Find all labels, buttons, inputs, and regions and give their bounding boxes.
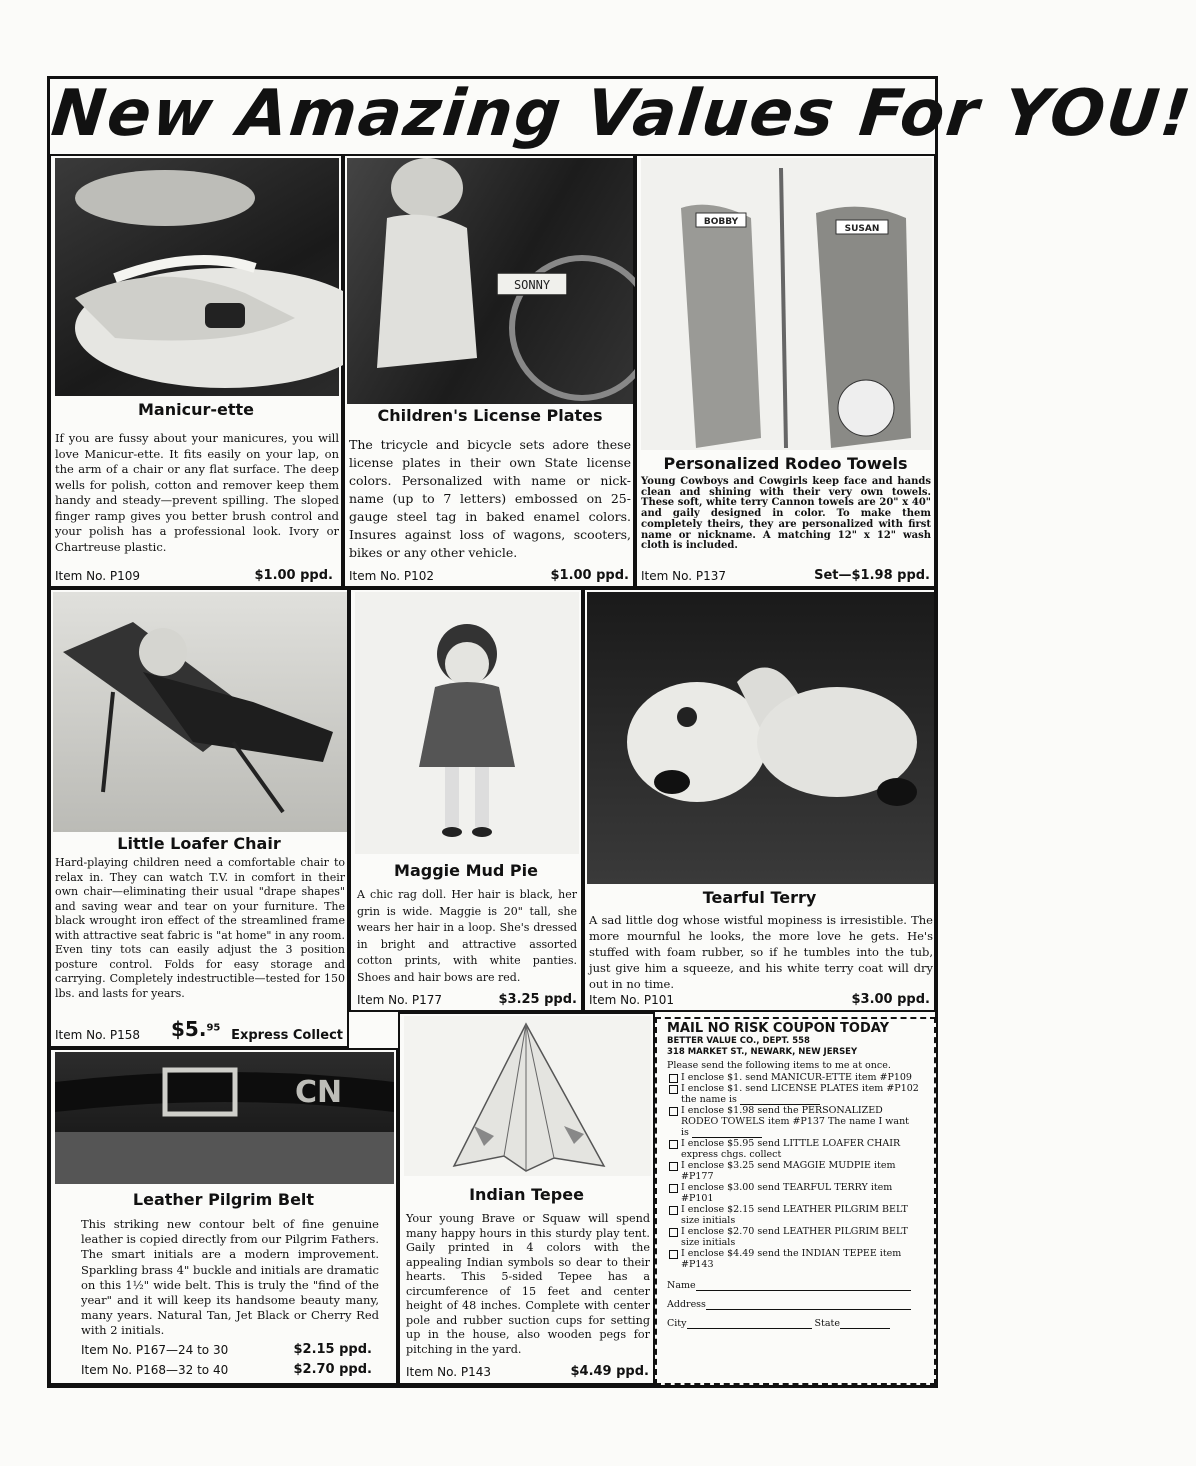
coupon-address: 318 MARKET ST., NEWARK, NEW JERSEY: [667, 1047, 858, 1057]
manicurette-title: Manicur-ette: [138, 400, 254, 419]
coupon-intro: Please send the following items to me at once.: [667, 1060, 891, 1071]
product-pilgrim-belt: [49, 1048, 398, 1385]
pilgrim-belt-photo: [55, 1052, 394, 1184]
checkbox-icon[interactable]: [669, 1107, 678, 1116]
pilgrim-belt-price-1: $2.15 ppd.: [293, 1342, 372, 1357]
rodeo-towels-title: Personalized Rodeo Towels: [663, 454, 908, 473]
pilgrim-belt-description: This striking new contour belt of fine genuine leather is copied directly from our Pilgrim Fathers. The smart initials are a modern improvement. Sparkling brass 4" buckle and initials are dramatic on this 1½" wide belt. This is truly the "find of the year" and it will keep its handsome beauty many, many years. Natural Tan, Jet Black or Cherry Red with 2 initials.: [81, 1217, 379, 1338]
rodeo-towels-description: Young Cowboys and Cowgirls keep face and hands clean and shining with their very own towels. These soft, white terry Cannon towels are 20" x 40" and gaily designed in color. To make them completely theirs, they are personalized with first name or nickname. A matching 12" x 12" wash cloth is included.: [641, 476, 931, 552]
checkbox-icon[interactable]: [669, 1184, 678, 1193]
manicurette-item-number: Item No. P109: [55, 569, 141, 583]
mail-coupon: [655, 1017, 936, 1385]
checkbox-icon[interactable]: [669, 1206, 678, 1215]
coupon-option-tearful-terry[interactable]: [669, 1182, 919, 1204]
tearful-terry-description: A sad little dog whose wistful mopiness is irresistible. The more mournful he looks, the more love he gets. He's stuffed with foam rubber, so if he tumbles into the tub, just give him a squeeze, and his white terry coat will dry out in no time.: [589, 913, 933, 991]
city-label: City: [667, 1317, 687, 1329]
rodeo-towels-price: Set—$1.98 ppd.: [814, 568, 930, 583]
coupon-name-field[interactable]: [667, 1280, 934, 1291]
address-label: Address: [667, 1298, 706, 1310]
towel-tag-right: SUSAN: [844, 224, 880, 234]
checkbox-icon[interactable]: [669, 1250, 678, 1259]
coupon-option-label: I enclose $3.25 send MAGGIE MUDPIE item #P177: [681, 1159, 896, 1182]
coupon-option-rodeo-towels[interactable]: [669, 1105, 919, 1138]
towel-tag-left: BOBBY: [703, 217, 739, 227]
state-label: State: [814, 1317, 840, 1329]
tearful-terry-title: Tearful Terry: [702, 888, 817, 907]
indian-tepee-photo: [404, 1016, 651, 1176]
checkbox-icon[interactable]: [669, 1162, 678, 1171]
product-manicurette: [49, 154, 343, 588]
coupon-city-field[interactable]: [667, 1318, 934, 1329]
pilgrim-belt-item-number-1: Item No. P167—24 to 30: [81, 1343, 229, 1357]
indian-tepee-description: Your young Brave or Squaw will spend many happy hours in this sturdy play tent. Gaily printed in 4 colors with the appealing Indian symbols so dear to their hearts. This 5-sided Tepee has a circumference of 15 feet and center height of 48 inches. Complete with center pole and rubber suction cups for setting up in the house, also wooden pegs for pitching in the yard.: [406, 1212, 650, 1356]
coupon-option-loafer-chair[interactable]: [669, 1138, 919, 1160]
maggie-doll-title: Maggie Mud Pie: [394, 861, 538, 880]
coupon-option-maggie-mudpie[interactable]: [669, 1160, 919, 1182]
loafer-chair-title: Little Loafer Chair: [117, 834, 281, 853]
checkbox-icon[interactable]: [669, 1140, 678, 1149]
svg-text:CN: CN: [295, 1075, 343, 1110]
manicurette-description: If you are fussy about your manicures, you will love Manicur-ette. It fits easily on your lap, on the arm of a chair or any flat surface. The deep wells for polish, cotton and remover keep them handy and steady—prevent spilling. The sloped finger ramp gives you better brush control and your polish has a professional look. Ivory or Chartreuse plastic.: [55, 431, 339, 554]
coupon-company: BETTER VALUE CO., DEPT. 558: [667, 1036, 810, 1046]
product-indian-tepee: [398, 1012, 655, 1385]
checkbox-icon[interactable]: [669, 1074, 678, 1083]
tearful-terry-item-number: Item No. P101: [589, 993, 675, 1007]
coupon-option-label: I enclose $1. send LICENSE PLATES item #P102 the name is: [681, 1082, 919, 1105]
loafer-chair-item-number: Item No. P158: [55, 1028, 141, 1042]
page-headline: New Amazing Values For YOU!: [48, 77, 1196, 151]
rodeo-towels-photo: [641, 158, 932, 450]
license-plates-description: The tricycle and bicycle sets adore these license plates in their own State license colors. Personalized with name or nick-name (up to 7 letters) embossed on 25-gauge steel tag in baked enamel colors. Insures against loss of wagons, scooters, bikes or any other vehicle.: [349, 437, 631, 560]
address-line[interactable]: [706, 1309, 911, 1310]
license-plate-name: SONNY: [513, 278, 551, 292]
maggie-doll-item-number: Item No. P177: [357, 993, 443, 1007]
indian-tepee-title: Indian Tepee: [469, 1185, 584, 1204]
coupon-title: MAIL NO RISK COUPON TODAY: [667, 1021, 889, 1036]
coupon-option-label: I enclose $2.15 send LEATHER PILGRIM BELT size initials: [681, 1203, 908, 1226]
coupon-option-belt-large[interactable]: [669, 1226, 919, 1248]
pilgrim-belt-item-number-2: Item No. P168—32 to 40: [81, 1363, 229, 1377]
coupon-option-label: I enclose $1.98 send the PERSONALIZED RODEO TOWELS item #P137 The name I want is: [681, 1104, 910, 1138]
coupon-option-belt-small[interactable]: [669, 1204, 919, 1226]
checkbox-icon[interactable]: [669, 1085, 678, 1094]
coupon-address-field[interactable]: [667, 1299, 934, 1310]
tearful-terry-price: $3.00 ppd.: [851, 992, 930, 1007]
product-loafer-chair: [49, 588, 349, 1048]
loafer-chair-photo: [53, 592, 347, 832]
loafer-chair-price-note: Express Collect: [231, 1028, 343, 1043]
coupon-option-label: I enclose $5.95 send LITTLE LOAFER CHAIR express chgs. collect: [681, 1137, 901, 1160]
rodeo-towels-item-number: Item No. P137: [641, 569, 727, 583]
manicurette-price: $1.00 ppd.: [254, 568, 333, 583]
indian-tepee-price: $4.49 ppd.: [570, 1364, 649, 1379]
loafer-chair-price-dollars: $5.: [171, 1017, 207, 1041]
tearful-terry-photo: [587, 592, 934, 884]
loafer-chair-price: [171, 1017, 220, 1041]
name-line[interactable]: [696, 1290, 911, 1291]
license-plates-item-number: Item No. P102: [349, 569, 435, 583]
indian-tepee-item-number: Item No. P143: [406, 1365, 492, 1379]
coupon-option-label: I enclose $4.49 send the INDIAN TEPEE item #P143: [681, 1247, 902, 1270]
coupon-option-label: I enclose $3.00 send TEARFUL TERRY item #P101: [681, 1181, 893, 1204]
pilgrim-belt-title: Leather Pilgrim Belt: [132, 1190, 315, 1209]
pilgrim-belt-price-2: $2.70 ppd.: [293, 1362, 372, 1377]
product-license-plates: [343, 154, 635, 588]
coupon-option-label: I enclose $2.70 send LEATHER PILGRIM BELT size initials: [681, 1225, 908, 1248]
checkbox-icon[interactable]: [669, 1228, 678, 1237]
license-plates-title: Children's License Plates: [377, 406, 603, 425]
loafer-chair-description: Hard-playing children need a comfortable chair to relax in. They can watch T.V. in comfort in their own chair—eliminating their usual "drape shapes" and saving wear and tear on your furniture. The black wrought iron effect of the streamlined frame with attractive seat fabric is "at home" in any room. Even tiny tots can easily adjust the 3 position posture control. Folds for easy storage and carrying. Completely indestructible—tested for 150 lbs. and lasts for years.: [55, 856, 345, 1000]
coupon-option-indian-tepee[interactable]: [669, 1248, 919, 1270]
maggie-doll-price: $3.25 ppd.: [498, 992, 577, 1007]
product-maggie-doll: [349, 588, 583, 1012]
license-plates-price: $1.00 ppd.: [550, 568, 629, 583]
maggie-doll-description: A chic rag doll. Her hair is black, her grin is wide. Maggie is 20" tall, she wears her hair in a loop. She's dressed in bright and attractive assorted cotton prints, with white panties. Shoes and hair bows are red.: [357, 888, 577, 984]
product-rodeo-towels: [635, 154, 936, 588]
name-label: Name: [667, 1279, 696, 1291]
product-tearful-terry: [583, 588, 936, 1012]
city-line[interactable]: [687, 1328, 812, 1329]
manicurette-photo: [55, 158, 339, 396]
loafer-chair-price-cents: 95: [206, 1022, 221, 1034]
coupon-option-label: I enclose $1. send MANICUR-ETTE item #P109: [681, 1071, 912, 1083]
license-plates-photo: [347, 158, 633, 404]
maggie-doll-photo: [355, 592, 579, 854]
coupon-option-manicurette[interactable]: [669, 1072, 919, 1083]
coupon-option-license-plates[interactable]: [669, 1083, 919, 1105]
state-line[interactable]: [840, 1328, 890, 1329]
